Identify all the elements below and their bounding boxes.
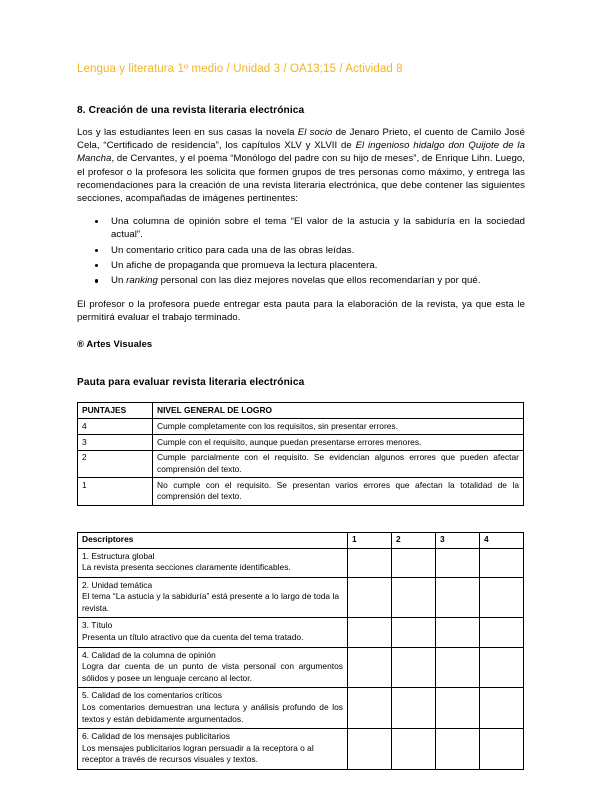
descriptor-title: 5. Calidad de los comentarios críticos: [82, 690, 222, 701]
list-item-label: Un comentario crítico para cada una de las obras leídas.: [111, 244, 355, 256]
table-row: [78, 419, 524, 435]
score-checkbox-2[interactable]: [392, 548, 436, 577]
table-row: [78, 548, 524, 577]
list-item-label: Una columna de opinión sobre el tema “El valor de la astucia y la sabiduría en la sociedad actual”.: [111, 215, 525, 241]
descriptor-cell: [78, 729, 348, 770]
table-row: [78, 478, 524, 505]
list-item: [77, 274, 525, 287]
column-header-score-2: 2: [392, 532, 436, 548]
descriptor-title: 3. Título: [82, 620, 113, 631]
registered-mark-icon: ®: [77, 338, 85, 350]
score-checkbox-4[interactable]: [480, 729, 524, 770]
score-checkbox-4[interactable]: [480, 647, 524, 688]
descriptor-body: La revista presenta secciones claramente identificables.: [82, 562, 291, 573]
score-checkbox-1[interactable]: [348, 577, 392, 618]
intro-italic-1: El socio: [297, 127, 333, 138]
bullet-dot-icon: [95, 249, 98, 252]
score-checkbox-3[interactable]: [436, 618, 480, 647]
descriptor-cell: [78, 618, 348, 647]
bullet-dot-icon: [95, 220, 98, 223]
column-header-puntajes: PUNTAJES: [78, 403, 153, 419]
level-description: Cumple parcialmente con el requisito. Se evidencian algunos errores que pueden afectar comprensión del texto.: [153, 450, 524, 477]
intro-part-1: Los y las estudiantes leen en sus casas la novela: [77, 127, 298, 138]
score-checkbox-3[interactable]: [436, 548, 480, 577]
column-header-descriptores: Descriptores: [78, 532, 348, 548]
intro-italic-2: El ingenioso hidalgo don Quijote de la Mancha: [77, 140, 525, 165]
sections-bullet-list: [77, 215, 525, 288]
descriptors-table: [77, 532, 524, 770]
list-item: [77, 259, 525, 272]
descriptor-body: El tema “La astucia y la sabiduría” está presente a lo largo de toda la revista.: [82, 591, 340, 613]
score-checkbox-2[interactable]: [392, 618, 436, 647]
intro-part-2: de Jenaro Prieto, el cuento de Camilo José Cela, “Certificado de residencia”, los capítulos XLV y XLVII de: [77, 127, 525, 152]
table-row: [78, 450, 524, 477]
score-checkbox-2[interactable]: [392, 647, 436, 688]
bullet-dot-icon: [95, 264, 98, 267]
document-content: [77, 62, 525, 770]
descriptor-title: 2. Unidad temática: [82, 579, 153, 590]
table-row: [78, 577, 524, 618]
score-checkbox-2[interactable]: [392, 688, 436, 729]
intro-paragraph: [77, 126, 525, 205]
closing-paragraph: El profesor o la profesora puede entregar esta pauta para la elaboración de la revista, ya que esta le permitirá evaluar el trabajo terminado.: [77, 298, 525, 324]
descriptor-body: Los comentarios demuestran una lectura y análisis profundo de los textos y están debidamente argumentados.: [82, 702, 343, 724]
descriptor-cell: [78, 577, 348, 618]
list-item: [77, 244, 525, 257]
level-description: Cumple completamente con los requisitos, sin presentar errores.: [153, 419, 524, 435]
table-row: [78, 688, 524, 729]
descriptor-body: Los mensajes publicitarios logran persuadir a la receptora o al receptor a través de recursos visuales y textos.: [82, 742, 314, 765]
list-item-post: personal con las diez mejores novelas que ellos recomendarían y por qué.: [157, 275, 481, 287]
breadcrumb: Lengua y literatura 1º medio / Unidad 3 / OA13;15 / Actividad 8: [77, 63, 403, 75]
score-checkbox-1[interactable]: [348, 548, 392, 577]
table-header-row: [78, 403, 524, 419]
score-checkbox-4[interactable]: [480, 548, 524, 577]
score-checkbox-1[interactable]: [348, 688, 392, 729]
table-row: [78, 647, 524, 688]
descriptor-body: Logra dar cuenta de un punto de vista personal con argumentos sólidos y posee un lenguaje cercano al lector.: [82, 661, 343, 683]
credit-line: [77, 338, 525, 350]
rubric-heading: Pauta para evaluar revista literaria electrónica: [77, 377, 305, 389]
score-checkbox-1[interactable]: [348, 647, 392, 688]
table-header-row: [78, 532, 524, 548]
table-row: [78, 435, 524, 451]
score-checkbox-3[interactable]: [436, 729, 480, 770]
column-header-score-1: 1: [348, 532, 392, 548]
score-checkbox-4[interactable]: [480, 618, 524, 647]
descriptor-cell: [78, 688, 348, 729]
descriptor-body: Presenta un título atractivo que da cuenta del tema tratado.: [82, 632, 304, 643]
score-checkbox-1[interactable]: [348, 618, 392, 647]
descriptor-cell: [78, 647, 348, 688]
score-checkbox-3[interactable]: [436, 577, 480, 618]
score-checkbox-4[interactable]: [480, 688, 524, 729]
score-checkbox-3[interactable]: [436, 647, 480, 688]
levels-table: [77, 402, 524, 505]
column-header-score-3: 3: [436, 532, 480, 548]
column-header-nivel: NIVEL GENERAL DE LOGRO: [153, 403, 524, 419]
level-description: Cumple con el requisito, aunque puedan presentarse errores menores.: [153, 435, 524, 451]
list-item-italic: ranking: [126, 275, 158, 287]
level-score: 1: [78, 478, 153, 505]
descriptor-title: 1. Estructura global: [82, 550, 155, 561]
table-row: [78, 618, 524, 647]
list-item-label: Un afiche de propaganda que promueva la lectura placentera.: [111, 260, 378, 272]
score-checkbox-4[interactable]: [480, 577, 524, 618]
list-item-pre: Un: [111, 275, 127, 287]
list-item: [77, 215, 525, 242]
column-header-score-4: 4: [480, 532, 524, 548]
score-checkbox-1[interactable]: [348, 729, 392, 770]
level-description: No cumple con el requisito. Se presentan varios errores que afectan la totalidad de la comprensión del texto.: [153, 478, 524, 505]
descriptor-title: 4. Calidad de la columna de opinión: [82, 649, 216, 660]
descriptor-cell: [78, 548, 348, 577]
table-row: [78, 729, 524, 770]
score-checkbox-2[interactable]: [392, 577, 436, 618]
level-score: 4: [78, 419, 153, 435]
credit-text: Artes Visuales: [84, 338, 153, 350]
level-score: 2: [78, 450, 153, 477]
score-checkbox-2[interactable]: [392, 729, 436, 770]
activity-heading: 8. Creación de una revista literaria electrónica: [77, 105, 305, 116]
intro-part-3: , de Cervantes, y el poema “Monólogo del padre con su hijo de meses”, de Enrique Lihn. Luego, el profesor o la profesora les solicita que formen grupos de tres personas como máximo, y entrega las recomendaciones para la creación de una revista literaria electrónica, que debe contener las siguientes secciones, acompañadas de imágenes pertinentes:: [77, 153, 525, 205]
descriptor-title: 6. Calidad de los mensajes publicitarios: [82, 731, 230, 742]
bullet-dot-icon: [95, 279, 98, 282]
score-checkbox-3[interactable]: [436, 688, 480, 729]
level-score: 3: [78, 435, 153, 451]
